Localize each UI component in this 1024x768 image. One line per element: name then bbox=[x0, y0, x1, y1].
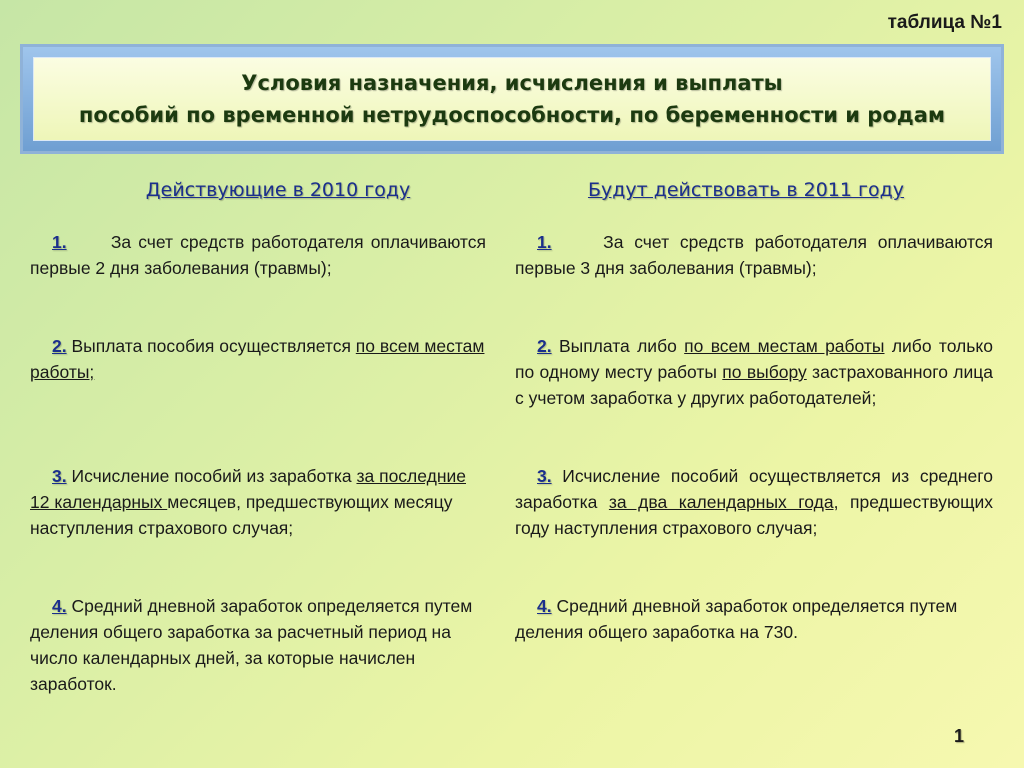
item-text-underlined: за последние 12 календарных bbox=[30, 466, 466, 512]
item-text-tail: застрахованного лица с учетом заработка у других работодателей; bbox=[515, 362, 993, 408]
item-text: За счет средств работодателя оплачиваются первые 3 дня заболевания (травмы); bbox=[515, 232, 993, 278]
item-text-underlined: по всем местам работы; bbox=[30, 336, 485, 382]
right-column-header: Будут действовать в 2011 году bbox=[587, 179, 905, 201]
item-text: Выплата либо bbox=[558, 336, 685, 356]
item-text: Средний дневной заработок определяется путем деления общего заработка за расчетный период на число календарных дней, за которые начислен заработок. bbox=[30, 596, 473, 694]
right-item-4 bbox=[515, 593, 993, 645]
item-text-tail: предшествующих году наступления страхового случая; bbox=[515, 492, 994, 538]
left-item-2 bbox=[30, 333, 486, 463]
right-item-3 bbox=[515, 463, 993, 593]
item-text-mid: либо только по одному месту работы bbox=[515, 336, 993, 382]
left-column bbox=[30, 229, 486, 697]
item-text-underlined-2: по выбору bbox=[722, 362, 807, 382]
item-text-underlined: по всем местам работы bbox=[684, 336, 885, 356]
item-number: 4. bbox=[52, 596, 67, 616]
item-number: 3. bbox=[52, 466, 67, 486]
left-item-4 bbox=[30, 593, 486, 697]
right-item-1 bbox=[515, 229, 993, 333]
title-line-2: пособий по временной нетрудоспособности, по беременности и родам bbox=[78, 103, 946, 127]
item-number: 3. bbox=[537, 466, 552, 486]
item-text-tail: месяцев, предшествующих месяцу наступления страхового случая; bbox=[30, 492, 453, 538]
item-text: Исчисление пособий осуществляется из среднего заработка bbox=[515, 466, 993, 512]
item-text: Выплата пособия осуществляется bbox=[71, 336, 356, 356]
title-line-1: Условия назначения, исчисления и выплаты bbox=[241, 71, 783, 95]
item-text: За счет средств работодателя оплачиваются первые 2 дня заболевания (травмы); bbox=[30, 232, 486, 278]
item-text-underlined: за два календарных года, bbox=[608, 492, 839, 512]
item-text: Средний дневной заработок определяется путем деления общего заработка на 730. bbox=[515, 596, 958, 642]
title-panel bbox=[33, 57, 991, 141]
left-item-1 bbox=[30, 229, 486, 333]
right-column bbox=[515, 229, 993, 645]
page-number: 1 bbox=[953, 726, 964, 746]
left-column-header: Действующие в 2010 году bbox=[145, 179, 411, 201]
item-number: 2. bbox=[537, 336, 552, 356]
table-number-label: таблица №1 bbox=[887, 12, 1002, 33]
item-number: 2. bbox=[52, 336, 67, 356]
item-number: 1. bbox=[537, 232, 552, 252]
item-number: 4. bbox=[537, 596, 552, 616]
item-text: Исчисление пособий из заработка bbox=[71, 466, 357, 486]
title-frame bbox=[20, 44, 1004, 154]
right-item-2 bbox=[515, 333, 993, 463]
left-item-3 bbox=[30, 463, 486, 593]
item-number: 1. bbox=[52, 232, 67, 252]
